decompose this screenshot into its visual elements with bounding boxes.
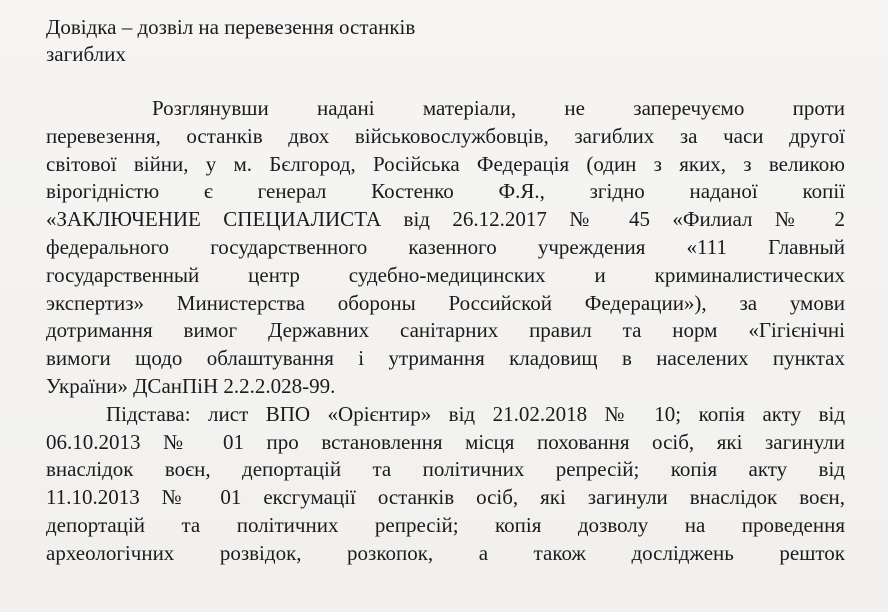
paragraph-1-line: федерального государственного казенного учреждения «111 Главный [46, 234, 845, 259]
paragraph-1-line: України» ДСанПіН 2.2.2.028-99. [46, 373, 336, 398]
title-line: загиблих [46, 42, 126, 66]
paragraph-2-line: Підстава: лист ВПО «Орієнтир» від 21.02.2018 № 10; копія акту від [106, 401, 845, 426]
paragraph-1-line: дотримання вимог Державних санітарних правил та норм «Гігієнічні [46, 318, 845, 343]
paragraph-1-line: «ЗАКЛЮЧЕНИЕ СПЕЦИАЛИСТА від 26.12.2017 № 45 «Филиал № 2 [46, 207, 845, 232]
paragraph-1-line: перевезення, останків двох військовослужбовців, загиблих за часи другої [46, 123, 845, 148]
document-title [46, 14, 415, 68]
paragraph-1-line: вірогідністю є генерал Костенко Ф.Я., згідно наданої копії [46, 179, 845, 204]
paragraph-1-line: вимоги щодо облаштування і утримання кладовищ в населених пунктах [46, 346, 845, 371]
paragraph-2-line: внаслідок воєн, депортацій та політичних репресій; копія акту від [46, 457, 845, 482]
paragraph-1-line: экспертиз» Министерства обороны Российской Федерации»), за умови [46, 290, 845, 315]
paragraph-1-line: государственный центр судебно-медицинских и криминалистических [46, 262, 845, 287]
paragraph-2-line: 11.10.2013 № 01 ексгумації останків осіб, які загинули внаслідок воєн, [46, 485, 845, 510]
paragraph-2-line: депортацій та політичних репресій; копія дозволу на проведення [46, 512, 845, 537]
paragraph-2-line: 06.10.2013 № 01 про встановлення місця поховання осіб, які загинули [46, 429, 845, 454]
paragraph-2-line: археологічних розвідок, розкопок, а також досліджень решток [46, 540, 845, 565]
title-line: Довідка – дозвіл на перевезення останків [46, 15, 416, 39]
document-body [46, 95, 845, 568]
paragraph-1-line: світової війни, у м. Бєлгород, Російська Федерація (один з яких, з великою [46, 151, 845, 176]
paragraph-1-line: Розглянувши надані матеріали, не заперечуємо проти [152, 96, 845, 120]
